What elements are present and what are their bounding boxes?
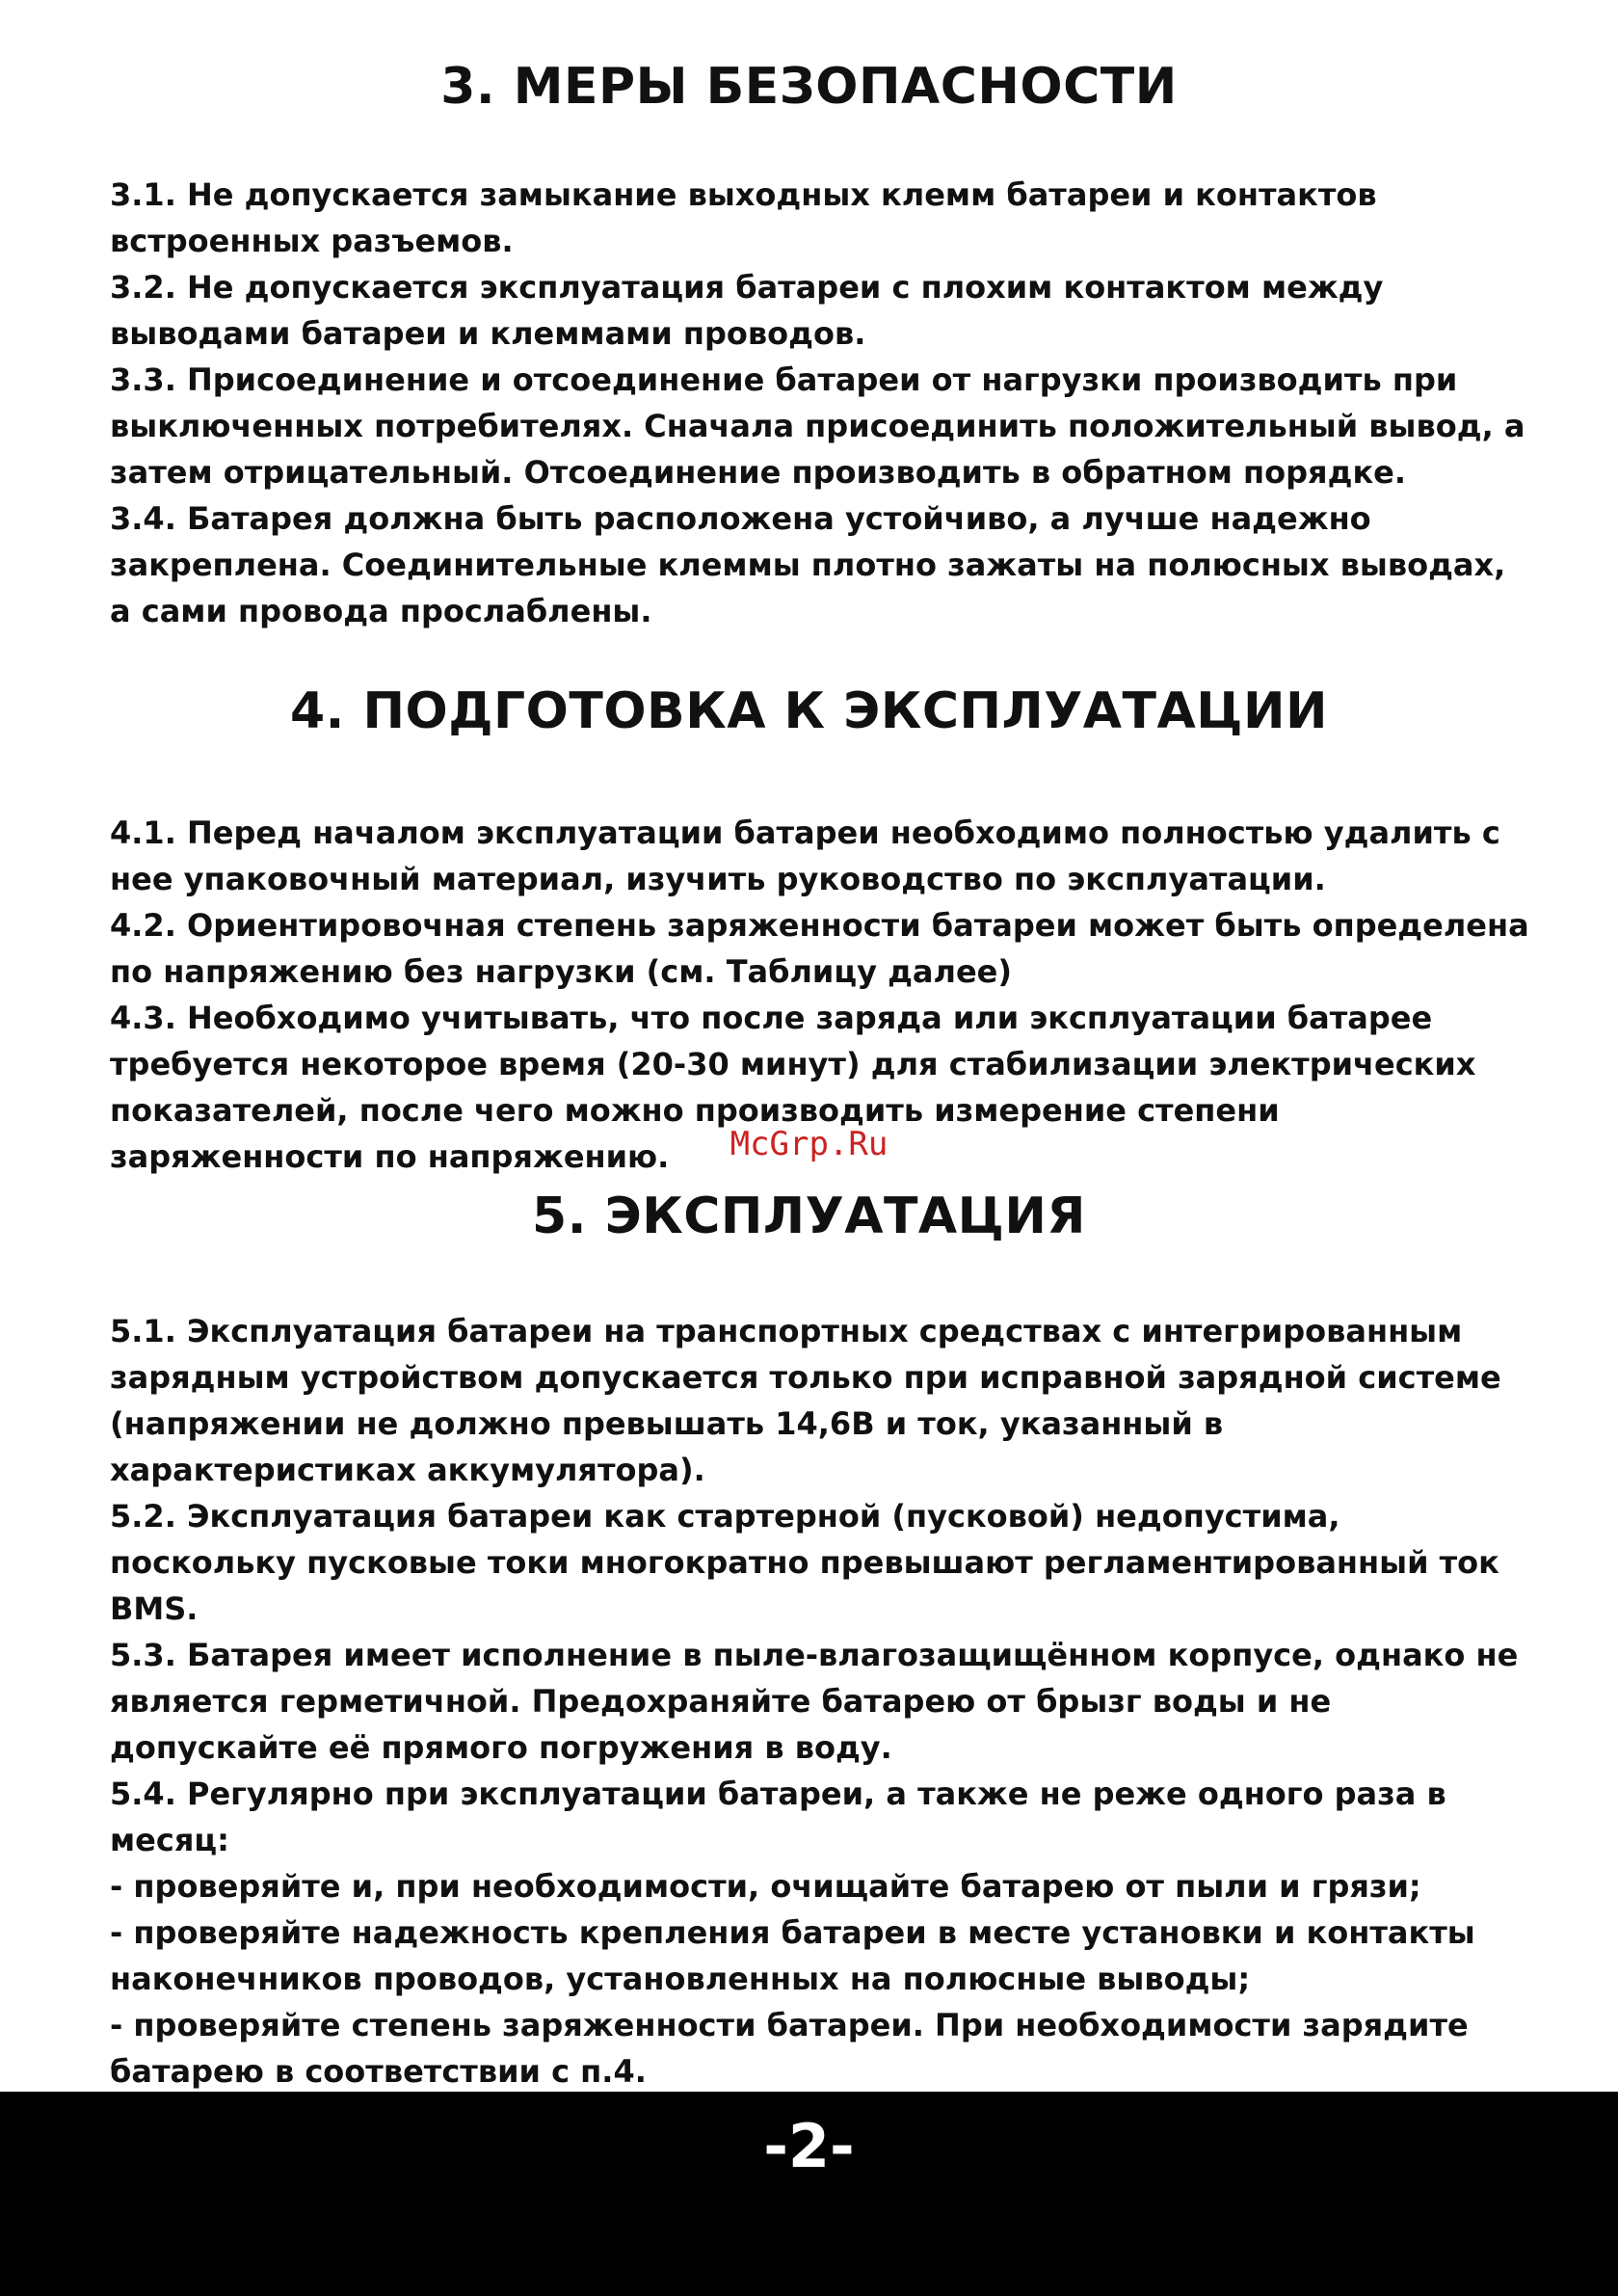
paragraph-5-2: 5.2. Эксплуатация батареи как стартерной (пусковой) недопустима, поскольку пусковые токи многократно превышают регламентированный ток BMS. [110, 1498, 1499, 1627]
watermark: McGrp.Ru [729, 1125, 889, 1163]
section-title-safety: 3. МЕРЫ БЕЗОПАСНОСТИ [440, 58, 1178, 116]
list-item-5-4-b: - проверяйте надежность крепления батареи в месте установки и контакты наконечников проводов, установленных на полюсные выводы; [110, 1914, 1475, 1997]
paragraph-4-3: 4.3. Необходимо учитывать, что после заряда или эксплуатации батарее требуется некоторое время (20-30 минут) для стабилизации электрических показателей, после чего можно производить измерение степени заряженности по напряжению. [110, 1000, 1476, 1175]
paragraph-5-4: 5.4. Регулярно при эксплуатации батареи, а также не реже одного раза в месяц: [110, 1775, 1446, 1858]
paragraph-4-1: 4.1. Перед началом эксплуатации батареи необходимо полностью удалить с нее упаковочный материал, изучить руководство по эксплуатации. [110, 814, 1500, 897]
list-item-5-4-a: - проверяйте и, при необходимости, очищайте батарею от пыли и грязи; [110, 1868, 1421, 1905]
paragraph-5-1: 5.1. Эксплуатация батареи на транспортных средствах с интегрированным зарядным устройством допускается только при исправной зарядной системе (напряжении не должно превышать 14,6В и ток, указанный в характеристиках аккумулятора). [110, 1313, 1501, 1488]
section-body-safety [110, 172, 1536, 634]
section-title-operation: 5. ЭКСПЛУАТАЦИЯ [532, 1188, 1086, 1245]
section-body-operation [110, 1308, 1536, 2095]
paragraph-3-2: 3.2. Не допускается эксплуатация батареи с плохим контактом между выводами батареи и клеммами проводов. [110, 269, 1384, 352]
section-title-preparation: 4. ПОДГОТОВКА К ЭКСПЛУАТАЦИИ [289, 682, 1329, 740]
paragraph-4-2: 4.2. Ориентировочная степень заряженности батареи может быть определена по напряжению без нагрузки (см. Таблицу далее) [110, 907, 1529, 990]
page-number: -2- [763, 2111, 855, 2181]
paragraph-3-4: 3.4. Батарея должна быть расположена устойчиво, а лучше надежно закреплена. Соединительные клеммы плотно зажаты на полюсных выводах, а сами провода прослаблены. [110, 500, 1506, 629]
paragraph-5-3: 5.3. Батарея имеет исполнение в пыле-влагозащищённом корпусе, однако не является герметичной. Предохраняйте батарею от брызг воды и не допускайте её прямого погружения в воду. [110, 1637, 1519, 1766]
paragraph-3-3: 3.3. Присоединение и отсоединение батареи от нагрузки производить при выключенных потребителях. Сначала присоединить положительный вывод, а затем отрицательный. Отсоединение производить в обратном порядке. [110, 361, 1525, 491]
list-item-5-4-c: - проверяйте степень заряженности батареи. При необходимости зарядите батарею в соответствии с п.4. [110, 2007, 1469, 2090]
paragraph-3-1: 3.1. Не допускается замыкание выходных клемм батареи и контактов встроенных разъемов. [110, 176, 1377, 259]
